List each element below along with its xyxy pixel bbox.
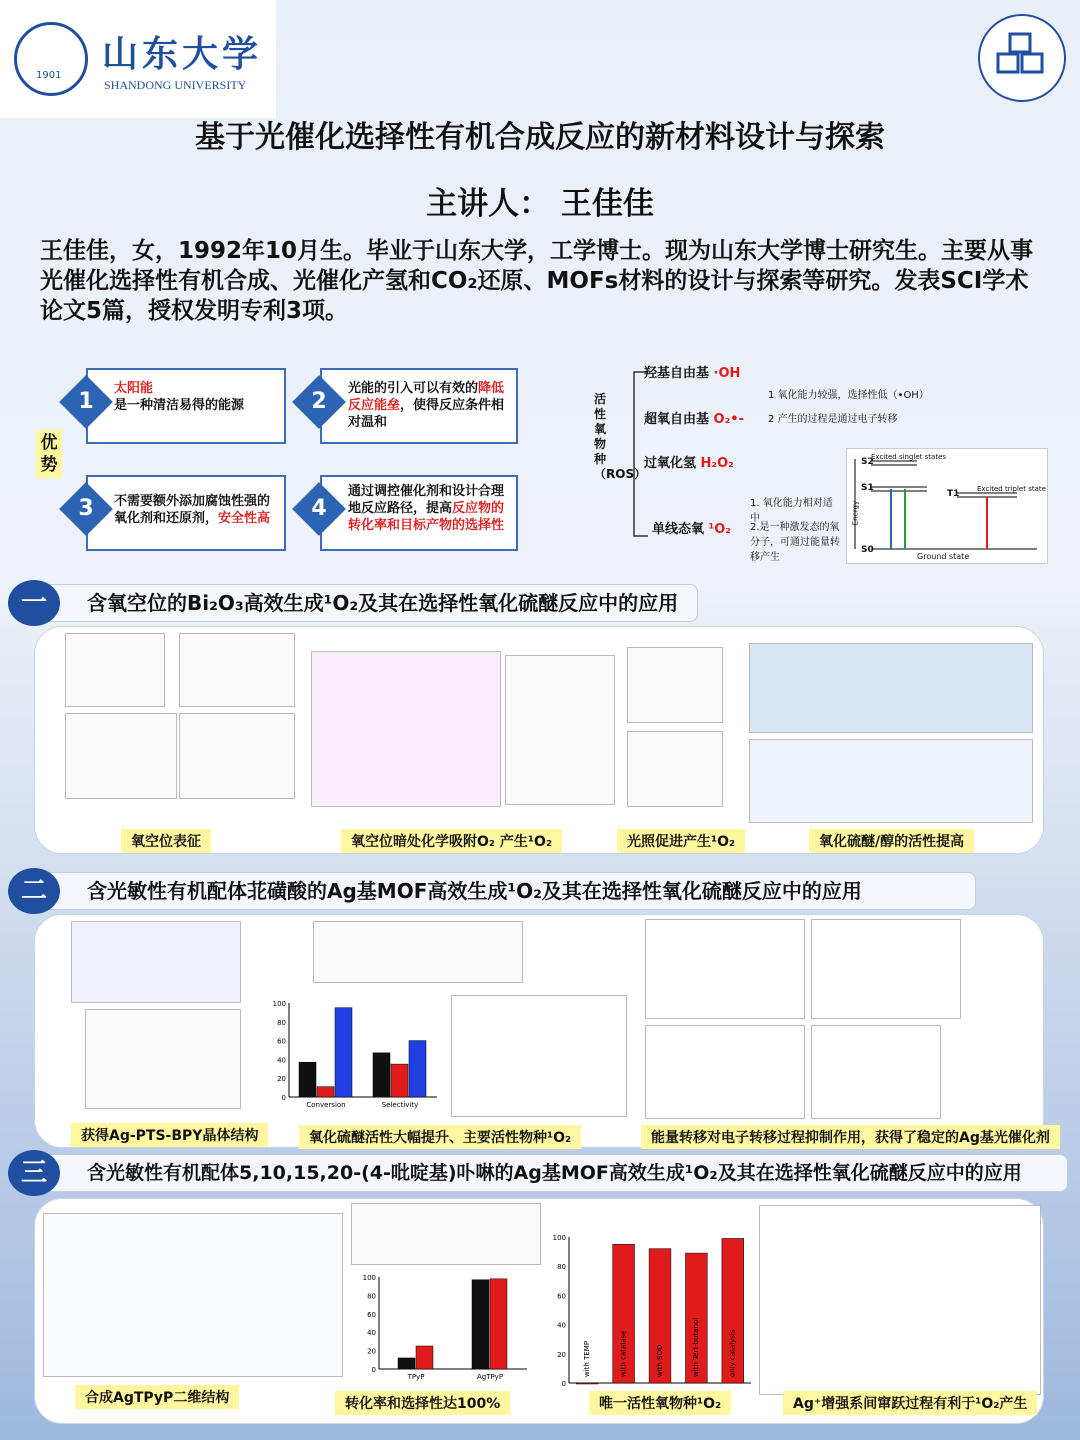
seal-icon	[14, 22, 88, 96]
diagram-label: Ground state	[917, 552, 970, 561]
diagram-label: T1	[947, 489, 960, 499]
section-3-number: 三	[8, 1150, 60, 1196]
bar	[490, 1279, 507, 1369]
xps-bi4f-figure	[179, 713, 295, 799]
diagram-label: Energy	[851, 500, 860, 526]
category-label: with SOD	[655, 1344, 664, 1377]
tick-label: 0	[561, 1380, 566, 1388]
activity-table-figure	[749, 739, 1033, 823]
university-logo	[0, 0, 276, 118]
caption: 合成AgTPyP二维结构	[75, 1385, 239, 1409]
section-3-title: 含光敏性有机配体5,10,15,20-(4-吡啶基)卟啉的Ag基MOF高效生成¹O₂及其在选择性氧化硫醚反应中的应用	[28, 1154, 1068, 1192]
tick-label: 20	[367, 1347, 376, 1356]
number-badge: 3	[78, 496, 94, 521]
section-1-number: 一	[8, 580, 60, 626]
bar	[398, 1358, 415, 1369]
number-badge: 4	[311, 496, 327, 521]
tick-label: 0	[371, 1366, 376, 1374]
bar	[472, 1280, 489, 1369]
ros-item: 过氧化氢 H₂O₂	[644, 456, 734, 471]
reaction-scheme-figure	[351, 1203, 541, 1265]
crystal-cubes-icon	[980, 16, 1064, 100]
number-badge: 1	[78, 389, 94, 414]
ros-note: 2 产生的过程是通过电子转移	[768, 414, 898, 425]
bar	[373, 1053, 390, 1097]
ros-item: 单线态氧 ¹O₂	[652, 522, 731, 537]
ros-label: 活性氧物种（ROS）	[594, 392, 647, 481]
advantage-text: 光能的引入可以有效的	[348, 381, 479, 396]
advantage-card-2	[320, 368, 518, 444]
caption: Ag⁺增强系间窜跃过程有利于¹O₂产生	[783, 1391, 1037, 1415]
advantage-text: 不需要额外添加腐蚀性强的氧化剂和还原剂，	[114, 494, 271, 526]
section-1-title: 含氧空位的Bi₂O₃高效生成¹O₂及其在选择性氧化硫醚反应中的应用	[28, 584, 698, 622]
xrd-figure	[65, 633, 165, 707]
diagram-label: S2	[861, 457, 874, 467]
dos-figure	[505, 655, 615, 805]
bar	[299, 1062, 316, 1097]
tick-label: 60	[557, 1292, 566, 1301]
tick-label: 60	[367, 1310, 376, 1319]
bar	[335, 1008, 352, 1097]
advantages-label: 优势	[36, 430, 62, 478]
lab-logo	[978, 14, 1066, 102]
crystal-structure-figure	[71, 921, 241, 1003]
number-badge: 2	[311, 389, 327, 414]
bar	[317, 1087, 334, 1097]
scavenger-conversion-chart	[545, 1229, 755, 1389]
reaction-scheme-figure	[313, 921, 523, 983]
tick-label: 20	[557, 1350, 566, 1359]
university-name-cn: 山东大学	[102, 33, 263, 75]
scavenger-chart-figure	[451, 995, 627, 1117]
section-2-number: 二	[8, 868, 60, 914]
epr-figure	[179, 633, 295, 707]
advantage-card-4	[320, 475, 518, 551]
tick-label: 80	[557, 1263, 566, 1272]
tick-label: 80	[367, 1292, 376, 1301]
energy-level-diagram	[759, 1205, 1041, 1395]
bar	[409, 1041, 426, 1097]
founding-year: 1901	[36, 70, 62, 81]
section-2-panel	[34, 914, 1050, 1148]
dft-structure-figure	[311, 651, 501, 807]
tick-label: 100	[552, 1234, 566, 1242]
caption: 获得Ag-PTS-BPY晶体结构	[71, 1123, 268, 1147]
ros-note: 1. 氧化能力相对适中	[750, 498, 833, 524]
advantage-text: 是一种清洁易得的能源	[114, 398, 245, 413]
advantage-text: 通过调控催化剂和设计合理地反应路径，提高	[348, 484, 505, 516]
diagram-label: Excited triplet state	[977, 485, 1046, 493]
ftir-figure	[645, 1025, 805, 1119]
category-label: AgTPyP	[476, 1373, 504, 1381]
caption: 光照促进产生¹O₂	[617, 829, 745, 853]
jablonski-diagram	[846, 448, 1048, 564]
advantage-highlight: 太阳能	[114, 381, 154, 396]
ros-item: 超氧自由基 O₂•-	[644, 412, 744, 427]
caption: 能量转移对电子转移过程抑制作用，获得了稳定的Ag基光催化剂	[641, 1125, 1060, 1149]
tick-label: 40	[277, 1056, 286, 1065]
advantage-highlight: 安全性高	[218, 511, 271, 526]
reaction-scheme-figure	[749, 643, 1033, 733]
bar	[391, 1064, 408, 1097]
caption: 氧空位暗处化学吸附O₂ 产生¹O₂	[341, 829, 562, 853]
bar	[416, 1346, 433, 1369]
tick-label: 0	[281, 1094, 286, 1102]
ros-note: 1 氧化能力较强，选择性低（•OH）	[768, 390, 929, 401]
speaker: 主讲人： 王佳佳	[426, 186, 654, 222]
ros-note: 2.是一种激发态的氧分子，可通过能量转移产生	[750, 522, 840, 563]
category-label: TPyP	[407, 1373, 425, 1381]
advantage-highlight: 降低反应能垒	[348, 381, 505, 413]
category-label: Conversion	[306, 1101, 346, 1109]
advantage-card-3	[86, 475, 286, 551]
category-label: with Tert-butanol	[692, 1317, 701, 1377]
section-3-panel	[34, 1198, 1044, 1424]
page-title: 基于光催化选择性有机合成反应的新材料设计与探索	[195, 120, 885, 155]
epr-dark-figure	[627, 647, 723, 723]
epr-light-figure	[627, 731, 723, 807]
caption: 转化率和选择性达100%	[335, 1391, 510, 1415]
advantage-card-1	[86, 368, 286, 444]
tick-label: 100	[272, 1000, 286, 1008]
xps-o1s-figure	[65, 713, 177, 799]
tick-label: 40	[367, 1329, 376, 1338]
xps-ag3d-figure	[811, 1025, 941, 1119]
caption: 唯一活性氧物种¹O₂	[589, 1391, 731, 1415]
category-label: with TEMP	[583, 1340, 592, 1377]
tick-label: 60	[277, 1037, 286, 1046]
diagram-label: S1	[861, 483, 874, 493]
pxrd-figure	[85, 1009, 241, 1109]
ros-item: 羟基自由基 ·OH	[644, 366, 741, 381]
category-label: Selectivity	[381, 1101, 419, 1109]
category-label: with catalase	[619, 1330, 628, 1377]
tick-label: 40	[557, 1321, 566, 1330]
agtpyp-structure-figure	[43, 1213, 343, 1377]
pxrd-before-after-figure	[811, 919, 961, 1019]
diagram-label: Excited singlet states	[871, 453, 947, 461]
section-2-title: 含光敏性有机配体苝磺酸的Ag基MOF高效生成¹O₂及其在选择性氧化硫醚反应中的应用	[28, 872, 976, 910]
advantage-highlight: 反应物的转化率和目标产物的选择性	[348, 501, 505, 533]
conversion-selectivity-chart	[353, 1269, 533, 1387]
section-1-panel	[34, 626, 1044, 854]
conversion-selectivity-chart	[263, 995, 443, 1115]
caption: 氧化硫醚活性大幅提升、主要活性物种¹O₂	[299, 1125, 581, 1149]
diagram-label: S0	[861, 545, 874, 555]
category-label: only catalysis	[728, 1329, 737, 1377]
cycling-chart-figure	[645, 919, 805, 1019]
caption: 氧空位表征	[121, 829, 211, 853]
university-name-en: SHANDONG UNIVERSITY	[104, 78, 247, 92]
tick-label: 20	[277, 1075, 286, 1084]
caption: 氧化硫醚/醇的活性提高	[809, 829, 974, 853]
advantage-text: ，使得反应条件相对温和	[348, 398, 505, 430]
speaker-bio: 王佳佳，女，1992年10月生。毕业于山东大学，工学博士。现为山东大学博士研究生。主要从事光催化选择性有机合成、光催化产氢和CO₂还原、MOFs材料的设计与探索等研究。发表SCI学术论文5篇，授权发明专利3项。	[40, 238, 1034, 324]
tick-label: 80	[277, 1018, 286, 1027]
tick-label: 100	[362, 1274, 376, 1282]
bar	[576, 1383, 598, 1384]
